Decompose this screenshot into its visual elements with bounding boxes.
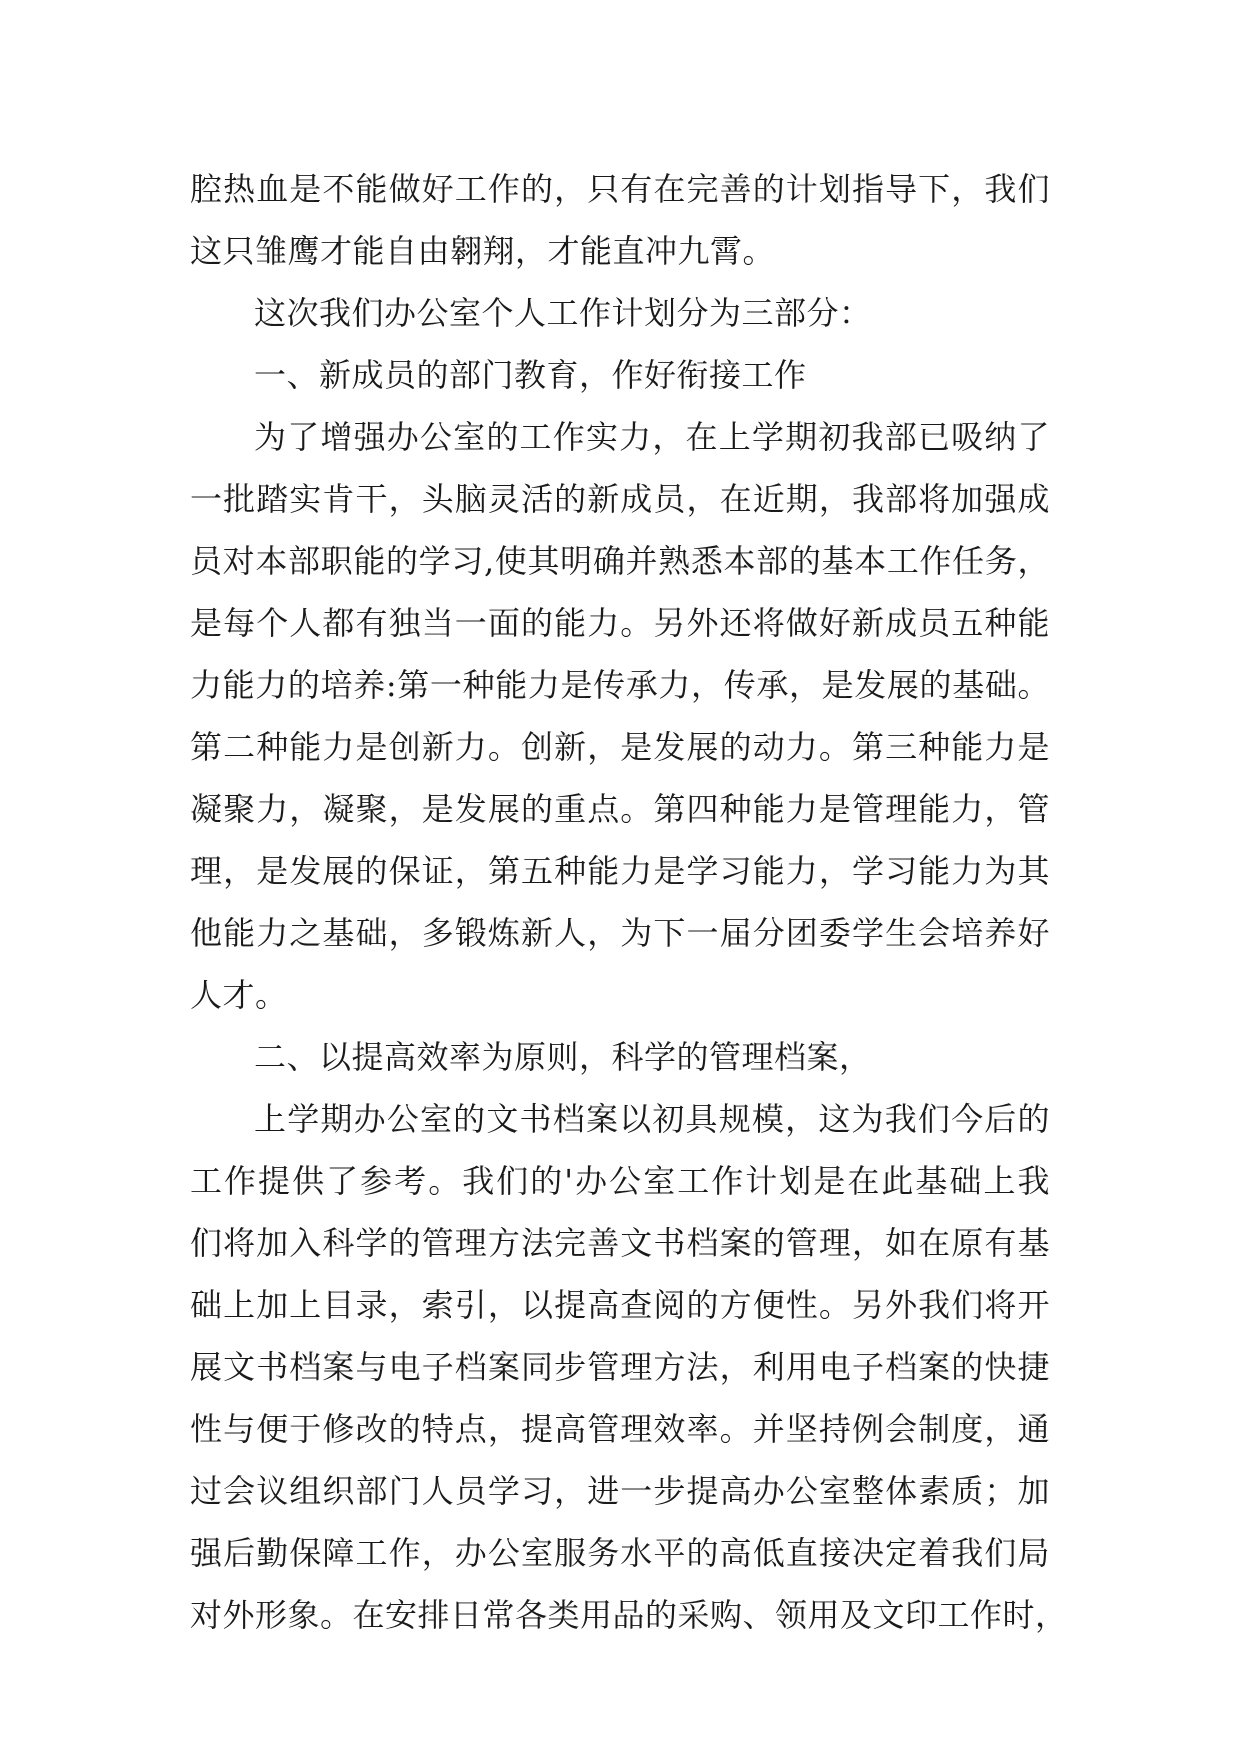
text-line: 上学期办公室的文书档案以初具规模，这为我们今后的 xyxy=(254,1100,1050,1138)
text-line: 展文书档案与电子档案同步管理方法，利用电子档案的快捷 xyxy=(190,1348,1050,1386)
text-line: 这次我们办公室个人工作计划分为三部分： xyxy=(254,294,872,332)
text-line: 理，是发展的保证，第五种能力是学习能力，学习能力为其 xyxy=(190,852,1050,890)
text-line: 腔热血是不能做好工作的，只有在完善的计划指导下，我们 xyxy=(190,170,1050,208)
text-line: 第二种能力是创新力。创新，是发展的动力。第三种能力是 xyxy=(190,728,1050,766)
text-line: 对外形象。在安排日常各类用品的采购、领用及文印工作时， xyxy=(190,1596,1068,1634)
section-heading: 一、新成员的部门教育，作好衔接工作 xyxy=(254,356,807,394)
section-heading: 二、以提高效率为原则，科学的管理档案， xyxy=(254,1038,872,1076)
text-line: 为了增强办公室的工作实力，在上学期初我部已吸纳了 xyxy=(254,418,1050,456)
text-line: 础上加上目录，索引，以提高查阅的方便性。另外我们将开 xyxy=(190,1286,1050,1324)
text-line: 一批踏实肯干，头脑灵活的新成员，在近期，我部将加强成 xyxy=(190,480,1050,518)
text-line: 是每个人都有独当一面的能力。另外还将做好新成员五种能 xyxy=(190,604,1050,642)
text-line: 他能力之基础，多锻炼新人，为下一届分团委学生会培养好 xyxy=(190,914,1050,952)
text-line: 过会议组织部门人员学习，进一步提高办公室整体素质；加 xyxy=(190,1472,1050,1510)
text-line: 力能力的培养:第一种能力是传承力，传承，是发展的基础。 xyxy=(190,666,1050,704)
text-line: 工作提供了参考。我们的'办公室工作计划是在此基础上我 xyxy=(190,1162,1050,1200)
text-line: 凝聚力，凝聚，是发展的重点。第四种能力是管理能力，管 xyxy=(190,790,1050,828)
text-line: 员对本部职能的学习,使其明确并熟悉本部的基本工作任务， xyxy=(190,542,1050,580)
text-line: 这只雏鹰才能自由翱翔，才能直冲九霄。 xyxy=(190,232,776,270)
text-line: 人才。 xyxy=(190,976,288,1014)
body-text xyxy=(190,158,1068,1646)
text-line: 强后勤保障工作，办公室服务水平的高低直接决定着我们局 xyxy=(190,1534,1050,1572)
text-line: 们将加入科学的管理方法完善文书档案的管理，如在原有基 xyxy=(190,1224,1050,1262)
text-line: 性与便于修改的特点，提高管理效率。并坚持例会制度，通 xyxy=(190,1410,1050,1448)
